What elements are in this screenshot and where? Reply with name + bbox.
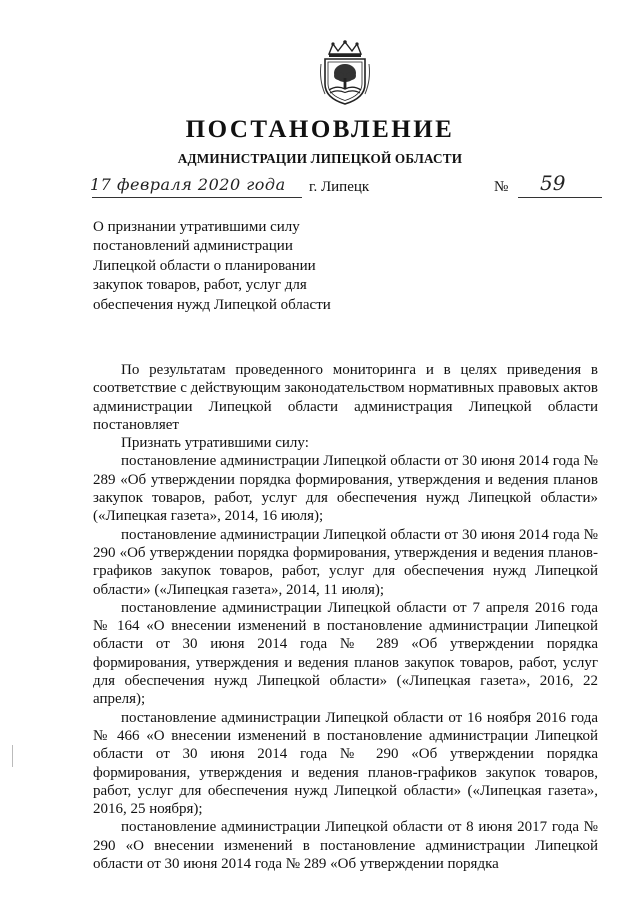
- date-number-line: [90, 171, 610, 203]
- number-sign: №: [494, 179, 509, 195]
- topic-line: закупок товаров, работ, услуг для: [93, 277, 307, 294]
- number-underline: [518, 197, 602, 198]
- document-body: [93, 361, 598, 873]
- document-topic: [93, 218, 393, 315]
- handwritten-date: 17 февраля 2020 года: [90, 175, 286, 194]
- document-title: ПОСТАНОВЛЕНИЕ: [185, 116, 455, 143]
- body-paragraph: постановление администрации Липецкой области от 8 июня 2017 года № 290 «О внесении изменений в постановление администрации Липецкой области от 30 июня 2014 года № 289 «Об утверждении порядка: [93, 819, 598, 873]
- topic-line: обеспечения нужд Липецкой области: [93, 296, 331, 313]
- body-paragraph: Признать утратившими силу:: [121, 435, 309, 452]
- scan-edge-mark: [12, 745, 13, 767]
- date-underline: [92, 197, 302, 198]
- topic-line: Липецкой области о планировании: [93, 257, 316, 274]
- topic-line: О признании утратившими силу: [93, 219, 300, 235]
- document-subtitle: АДМИНИСТРАЦИИ ЛИПЕЦКОЙ ОБЛАСТИ: [177, 151, 463, 166]
- handwritten-number: 59: [540, 171, 566, 195]
- city-label: г. Липецк: [309, 179, 370, 195]
- body-paragraph: постановление администрации Липецкой области от 30 июня 2014 года № 290 «Об утверждении порядка формирования, утверждения и ведения планов-графиков закупок товаров, работ, услуг для обеспечения нужд Липецкой области» («Липецкая газета», 2014, 11 июля);: [93, 526, 598, 598]
- body-paragraph: постановление администрации Липецкой области от 30 июня 2014 года № 289 «Об утверждении порядка формирования, утверждения и ведения планов закупок товаров, работ, услуг для обеспечения нужд Липецкой области» («Липецкая газета», 2014, 16 июля);: [93, 453, 598, 525]
- topic-line: постановлений администрации: [93, 238, 293, 255]
- body-paragraph: постановление администрации Липецкой области от 16 ноября 2016 года № 466 «О внесении изменений в постановление администрации Липецкой области от 30 июня 2014 года № 290 «Об утверждении порядка формирования, утверждения и ведения планов-графиков закупок товаров, работ, услуг для обеспечения нужд Липецкой области» («Липецкая газета», 2016, 25 ноября);: [93, 709, 598, 818]
- coat-of-arms-icon: [317, 40, 373, 106]
- body-paragraph: постановление администрации Липецкой области от 7 апреля 2016 года № 164 «О внесении изменений в постановление администрации Липецкой области от 30 июня 2014 года № 289 «Об утверждении порядка формирования, утверждения и ведения планов закупок товаров, работ, услуг для обеспечения нужд Липецкой области» («Липецкая газета», 2016, 22 апреля);: [93, 599, 598, 708]
- body-paragraph: По результатам проведенного мониторинга и в целях приведения в соответствие с действующим законодательством нормативных правовых актов администрации Липецкой области администрация Липецкой области постановляет: [93, 362, 598, 433]
